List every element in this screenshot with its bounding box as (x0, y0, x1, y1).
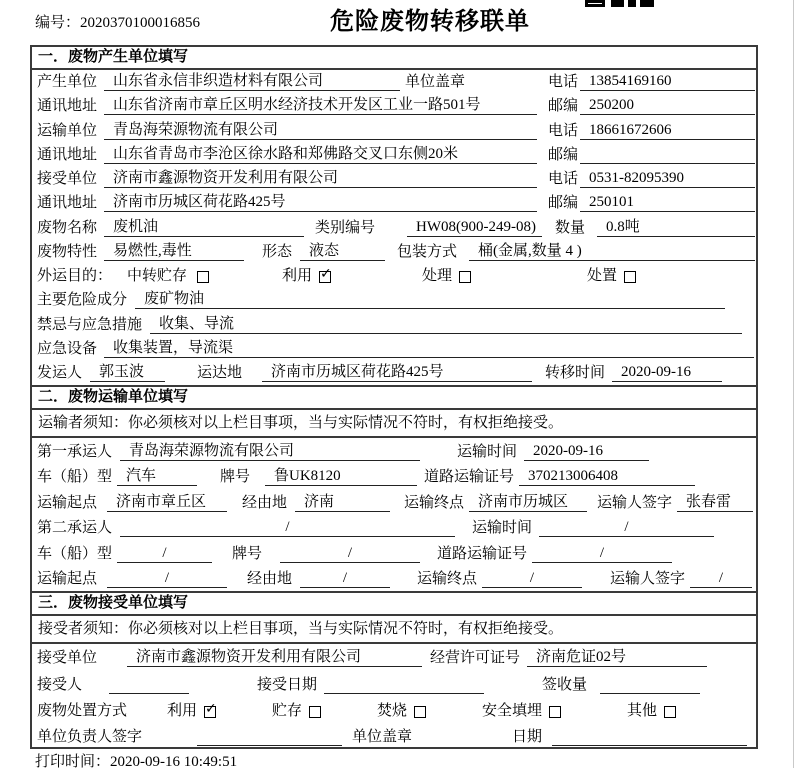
section1-title: 一．废物产生单位填写 (32, 47, 756, 70)
zip-label: 邮编 (548, 195, 579, 212)
row-transport-address (32, 143, 756, 167)
transporter-notice: 运输者须知：你必须核对以上栏目事项，当与实际情况不符时，有权拒绝接受。 (32, 410, 756, 438)
print-time-label: 打印时间： (35, 754, 111, 768)
producer-phone-value: 13854169160 (580, 72, 755, 91)
checkbox-dispose (624, 271, 636, 283)
row-producer-address (32, 94, 756, 118)
packing-value: 桶(金属,数量 4 ) (469, 242, 755, 261)
section-receiver (32, 591, 756, 749)
transport-zip-value (580, 145, 755, 164)
qr-code-fragment-icon (585, 0, 655, 8)
option-incinerate: 焚烧 (377, 702, 408, 719)
route-end-value: 济南市历城区 (469, 493, 587, 512)
responsible-sign-label: 单位负责人签字 (37, 729, 143, 745)
row-receive-unit-3 (32, 644, 756, 670)
second-carrier-value: / (120, 518, 455, 537)
phone-label: 电话 (548, 122, 579, 139)
option-other: 其他 (627, 702, 658, 719)
checkbox-incinerate (414, 706, 426, 718)
row-receiver-person (32, 670, 756, 696)
plate-value: 鲁UK8120 (265, 467, 417, 486)
waste-name-value: 废机油 (104, 218, 304, 237)
shipper-label: 发运人 (37, 365, 83, 382)
manifest-form (30, 45, 758, 749)
receiver-notice: 接受者须知：你必须核对以上栏目事项，当与实际情况不符时，有权拒绝接受。 (32, 616, 756, 644)
option-transit-storage: 中转贮存 (127, 268, 188, 285)
category-code-label: 类别编号 (315, 219, 376, 236)
route-via-value: 济南 (295, 493, 390, 512)
section-producer (32, 47, 756, 385)
operating-license-value: 济南危证02号 (527, 648, 707, 667)
hazard-label: 主要危险成分 (37, 292, 128, 309)
transfer-time-label: 转移时间 (545, 365, 606, 382)
row-second-carrier (32, 515, 756, 541)
row-receive-unit (32, 167, 756, 191)
vehicle-type-label: 车（船）型 (37, 545, 113, 562)
row-receive-address (32, 191, 756, 215)
receive-date-value (324, 675, 484, 694)
transport-time-value: 2020-09-16 (524, 442, 649, 461)
row-waste-name (32, 215, 756, 239)
producer-unit-value: 山东省永信非织造材料有限公司 (104, 72, 400, 91)
carrier-sign-label: 运输人签字 (610, 571, 686, 587)
route-start-label: 运输起点 (37, 571, 98, 587)
receive-unit-value: 济南市鑫源物资开发利用有限公司 (104, 169, 537, 188)
serial-label: 编号： (35, 15, 81, 31)
phone-label: 电话 (548, 171, 579, 188)
vehicle-type-value: 汽车 (117, 467, 197, 486)
print-time-line (35, 750, 237, 768)
transport-time-label: 运输时间 (457, 443, 518, 460)
route-start-label: 运输起点 (37, 494, 98, 511)
carrier-sign-label: 运输人签字 (597, 494, 673, 511)
producer-unit-label: 产生单位 (37, 74, 98, 91)
packing-label: 包装方式 (397, 243, 458, 260)
address-label: 通讯地址 (37, 195, 98, 212)
category-code-value: HW08(900-249-08) (407, 218, 542, 237)
row-first-carrier (32, 438, 756, 464)
disposal-method-label: 废物处置方式 (37, 702, 128, 719)
option-utilize: 利用 (167, 702, 198, 719)
checkbox-utilize (319, 271, 331, 283)
checkbox-store (309, 706, 321, 718)
purpose-label: 外运目的： (37, 268, 113, 285)
carrier-sign-value: / (690, 569, 752, 588)
waste-traits-label: 废物特性 (37, 243, 98, 260)
row-vehicle-2 (32, 540, 756, 566)
plate-label: 牌号 (220, 469, 251, 485)
row-waste-traits (32, 240, 756, 264)
transfer-time-value: 2020-09-16 (612, 363, 722, 382)
row-emergency-equipment (32, 337, 756, 361)
checkbox-transit-storage (197, 271, 209, 283)
first-carrier-label: 第一承运人 (37, 443, 113, 460)
option-landfill: 安全填埋 (482, 702, 543, 719)
checkbox-utilize (204, 706, 216, 718)
route-end-label: 运输终点 (417, 571, 478, 587)
section-transporter (32, 385, 756, 591)
operating-license-label: 经营许可证号 (430, 650, 521, 667)
transport-unit-label: 运输单位 (37, 122, 98, 139)
road-license-value: / (532, 544, 672, 563)
phone-label: 电话 (548, 74, 579, 91)
receive-zip-value: 250101 (580, 193, 755, 212)
road-license-label: 道路运输证号 (424, 469, 515, 485)
row-transport-unit (32, 118, 756, 142)
plate-value: / (280, 544, 420, 563)
producer-zip-value: 250200 (580, 96, 755, 115)
quantity-value: 0.8吨 (597, 218, 755, 237)
row-responsible-signature (32, 723, 756, 749)
route-end-label: 运输终点 (404, 494, 465, 511)
zip-label: 邮编 (548, 98, 579, 115)
route-end-value: / (482, 569, 582, 588)
receive-unit-label: 接受单位 (37, 171, 98, 188)
row-vehicle-1 (32, 464, 756, 490)
receive-unit-label: 接受单位 (37, 650, 98, 667)
address-label: 通讯地址 (37, 98, 98, 115)
row-emergency-measures (32, 312, 756, 336)
print-time-value: 2020-09-16 10:49:51 (110, 754, 238, 768)
receive-date-label: 接受日期 (257, 676, 318, 693)
form-value: 液态 (300, 242, 385, 261)
unit-seal-label: 单位盖章 (352, 729, 413, 745)
receiver-person-label: 接受人 (37, 676, 83, 693)
waste-name-label: 废物名称 (37, 219, 98, 236)
destination-label: 运达地 (197, 365, 243, 382)
vehicle-type-label: 车（船）型 (37, 469, 113, 485)
producer-address-value: 山东省济南市章丘区明水经济技术开发区工业一路501号 (104, 96, 537, 115)
plate-label: 牌号 (232, 545, 263, 562)
vehicle-type-value: / (117, 544, 212, 563)
page-title: 危险废物转移联单 (330, 8, 530, 35)
form-label: 形态 (262, 243, 293, 260)
section3-title: 三．废物接受单位填写 (32, 593, 756, 616)
serial-value: 2020370100016856 (80, 15, 201, 31)
address-label: 通讯地址 (37, 146, 98, 163)
date-label: 日期 (512, 729, 543, 745)
hazard-value: 废矿物油 (135, 290, 725, 309)
route-via-label: 经由地 (242, 494, 288, 511)
carrier-sign-value: 张春雷 (677, 493, 753, 512)
row-transfer-purpose (32, 264, 756, 288)
transport-phone-value: 18661672606 (580, 121, 755, 140)
checkbox-landfill (549, 706, 561, 718)
first-carrier-value: 青岛海荣源物流有限公司 (120, 442, 420, 461)
date-value (552, 727, 747, 746)
shipper-value: 郭玉波 (90, 363, 165, 382)
row-disposal-method (32, 697, 756, 723)
option-treat: 处理 (422, 268, 453, 285)
signed-quantity-label: 签收量 (542, 676, 588, 693)
destination-value: 济南市历城区荷花路425号 (262, 363, 532, 382)
route-via-value: / (300, 569, 390, 588)
receive-phone-value: 0531-82095390 (580, 169, 755, 188)
emergency-equipment-label: 应急设备 (37, 340, 98, 357)
signed-quantity-value (600, 675, 700, 694)
waste-traits-value: 易燃性,毒性 (104, 242, 244, 261)
row-route-1 (32, 489, 756, 515)
row-hazard-components (32, 288, 756, 312)
road-license-label: 道路运输证号 (437, 545, 528, 562)
receive-address-value: 济南市历城区荷花路425号 (104, 193, 537, 212)
route-start-value: 济南市章丘区 (107, 493, 227, 512)
page-edge-line (793, 0, 794, 768)
transport-address-value: 山东省青岛市李沧区徐水路和郑佛路交叉口东侧20米 (104, 145, 537, 164)
receive-unit-value: 济南市鑫源物资开发利用有限公司 (127, 648, 422, 667)
road-license-value: 370213006408 (519, 467, 695, 486)
responsible-sign-value (197, 727, 342, 746)
row-route-2 (32, 566, 756, 592)
transport-time-label: 运输时间 (472, 520, 533, 536)
quantity-label: 数量 (555, 219, 586, 236)
transport-unit-value: 青岛海荣源物流有限公司 (104, 121, 537, 140)
transport-time-value: / (539, 518, 714, 537)
row-producer-unit (32, 70, 756, 94)
row-dispatch (32, 361, 756, 385)
checkbox-treat (459, 271, 471, 283)
option-dispose: 处置 (587, 268, 618, 285)
emergency-measures-value: 收集、导流 (150, 315, 742, 334)
option-store: 贮存 (272, 702, 303, 719)
zip-label: 邮编 (548, 146, 579, 163)
receiver-person-value (109, 675, 189, 694)
unit-seal-label: 单位盖章 (405, 74, 466, 91)
emergency-measures-label: 禁忌与应急措施 (37, 316, 143, 333)
emergency-equipment-value: 收集装置，导流渠 (104, 339, 754, 358)
route-start-value: / (107, 569, 227, 588)
checkbox-other (664, 706, 676, 718)
section2-title: 二．废物运输单位填写 (32, 387, 756, 410)
second-carrier-label: 第二承运人 (37, 520, 113, 536)
route-via-label: 经由地 (247, 571, 293, 587)
option-utilize: 利用 (282, 268, 313, 285)
